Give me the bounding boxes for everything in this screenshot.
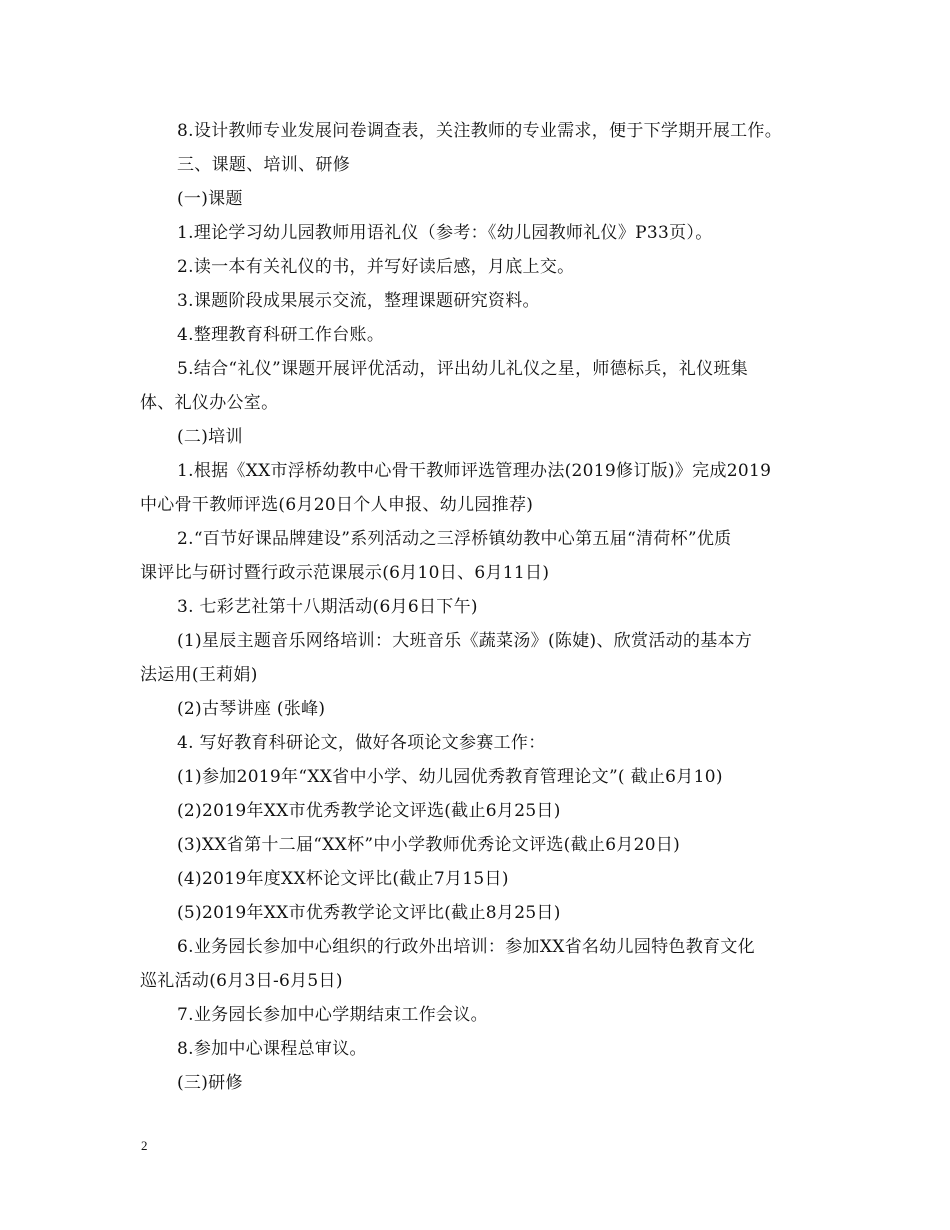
text-line: 5.结合“礼仪”课题开展评优活动，评出幼儿礼仪之星，师德标兵，礼仪班集: [177, 359, 749, 379]
text-line: 8.参加中心课程总审议。: [177, 1039, 367, 1059]
page-number: 2: [141, 1138, 148, 1153]
text-line: 1.理论学习幼儿园教师用语礼仪（参考：《幼儿园教师礼仪》P33页）。: [177, 223, 713, 243]
text-line: 中心骨干教师评选(6月20日个人申报、幼儿园推荐): [140, 495, 534, 515]
subsection-heading: (二)培训: [177, 427, 243, 447]
text-line: 8.设计教师专业发展问卷调查表，关注教师的专业需求，便于下学期开展工作。: [177, 121, 783, 141]
text-line: 4. 写好教育科研论文，做好各项论文参赛工作：: [177, 733, 546, 753]
text-line: (3)XX省第十二届“XX杯”中小学教师优秀论文评选(截止6月20日): [177, 835, 681, 855]
section-heading: 三、课题、培训、研修: [177, 155, 350, 175]
text-line: 7.业务园长参加中心学期结束工作会议。: [177, 1005, 488, 1025]
text-line: 3. 七彩艺社第十八期活动(6月6日下午): [177, 597, 478, 617]
text-line: (1)星辰主题音乐网络培训：大班音乐《蔬菜汤》(陈婕)、欣赏活动的基本方: [177, 631, 753, 651]
text-line: 2.“百节好课品牌建设”系列活动之三浮桥镇幼教中心第五届“清荷杯”优质: [177, 529, 732, 549]
text-line: 1.根据《XX市浮桥幼教中心骨干教师评选管理办法(2019修订版)》完成2019: [177, 461, 772, 481]
subsection-heading: (一)课题: [177, 189, 243, 209]
text-line: 课评比与研讨暨行政示范课展示(6月10日、6月11日): [140, 563, 550, 583]
text-line: 2.读一本有关礼仪的书，并写好读后感，月底上交。: [177, 257, 575, 277]
text-line: (1)参加2019年“XX省中小学、幼儿园优秀教育管理论文”( 截止6月10): [177, 767, 723, 787]
text-line: 6.业务园长参加中心组织的行政外出培训：参加XX省名幼儿园特色教育文化: [177, 937, 755, 957]
text-line: (5)2019年XX市优秀教学论文评比(截止8月25日): [177, 903, 561, 923]
text-line: (4)2019年度XX杯论文评比(截止7月15日): [177, 869, 509, 889]
text-line: (2)古琴讲座 (张峰): [177, 699, 326, 719]
text-line: 3.课题阶段成果展示交流，整理课题研究资料。: [177, 291, 540, 311]
subsection-heading: (三)研修: [177, 1073, 243, 1093]
text-line: 法运用(王莉娟): [140, 665, 258, 685]
text-line: 4.整理教育科研工作台账。: [177, 325, 385, 345]
text-line: (2)2019年XX市优秀教学论文评选(截止6月25日): [177, 801, 561, 821]
text-line: 体、礼仪办公室。: [140, 393, 279, 413]
text-line: 巡礼活动(6月3日-6月5日): [140, 971, 343, 991]
